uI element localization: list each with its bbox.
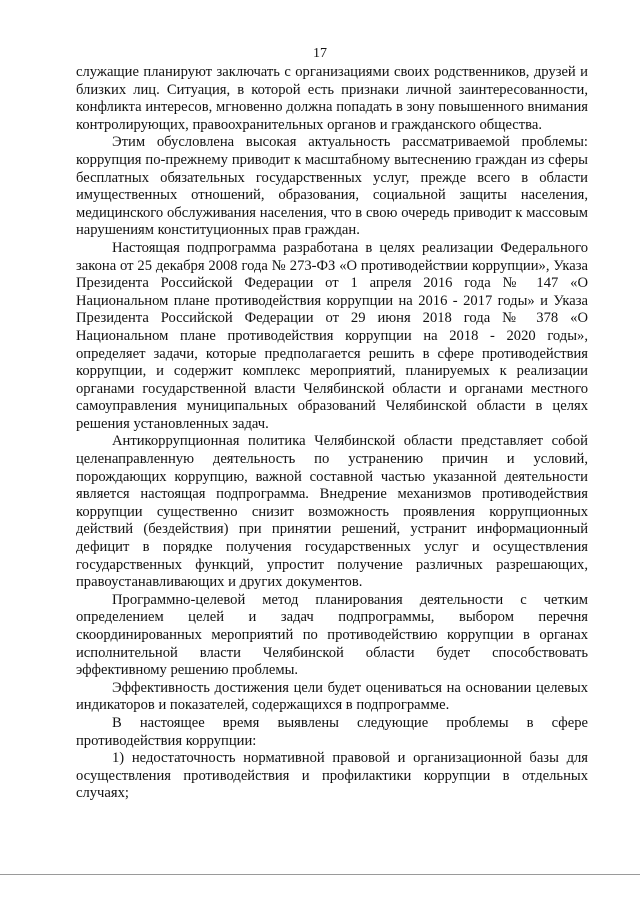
paragraph-continuation: служащие планируют заключать с организациями своих родственников, друзей и близких лиц. Ситуация, в которой есть признаки личной заинтересованности, конфликта интересов, мгновенно должна попадать в зону повышенного внимания контролирующих, правоохранительных органов и гражданского общества. [76,64,588,133]
paragraph-problem-1: 1) недостаточность нормативной правовой и организационной базы для осуществления противодействия и профилактики коррупции в отдельных случаях; [76,750,588,802]
page-number: 17 [313,46,327,61]
paragraph-anticorruption-policy: Антикоррупционная политика Челябинской области представляет собой целенаправленную деятельность по устранению причин и условий, порождающих коррупцию, важной составной частью указанной деятельности является настоящая подпрограмма. Внедрение механизмов противодействия коррупции существенно снизит возможность проявления коррупционных действий (бездействия) при принятии решений, устранит информационный дефицит в порядке получения государственных услуг и осуществления государственных функций, упростит получение различных разрешающих, правоустанавливающих и других документов. [76,433,588,591]
paragraph-relevance: Этим обусловлена высокая актуальность рассматриваемой проблемы: коррупция по-прежнему приводит к масштабному вытеснению граждан из сферы бесплатных обязательных государственных услуг, прежде всего в области имущественных отношений, образования, социальной защиты населения, медицинского обслуживания населения, что в свою очередь приводит к массовым нарушениям конституционных прав граждан. [76,134,588,239]
scan-bottom-edge [0,874,640,875]
paragraph-program-method: Программно-целевой метод планирования деятельности с четким определением целей и задач подпрограммы, выбором перечня скоординированных мероприятий по противодействию коррупции в органах исполнительной власти Челябинской области будет способствовать эффективному решению проблемы. [76,591,588,679]
paragraph-legal-basis: Настоящая подпрограмма разработана в целях реализации Федерального закона от 25 декабря 2008 года № 273-ФЗ «О противодействии коррупции», Указа Президента Российской Федерации от 1 апреля 2016 года № 147 «О Национальном плане противодействия коррупции на 2016 - 2017 годы» и Указа Президента Российской Федерации от 29 июня 2018 года № 378 «О Национальном плане противодействия коррупции на 2018 - 2020 годы», определяет задачи, которые предполагается решить в сфере противодействия коррупции, и содержит комплекс мероприятий, планируемых к реализации органами государственной власти Челябинской области и органами местного самоуправления муниципальных образований Челябинской области в целях решения установленных задач. [76,239,588,432]
paragraph-effectiveness: Эффективность достижения цели будет оцениваться на основании целевых индикаторов и показателей, содержащихся в подпрограмме. [76,679,588,714]
paragraph-problems-intro: В настоящее время выявлены следующие проблемы в сфере противодействия коррупции: [76,714,588,749]
document-body [76,64,588,803]
